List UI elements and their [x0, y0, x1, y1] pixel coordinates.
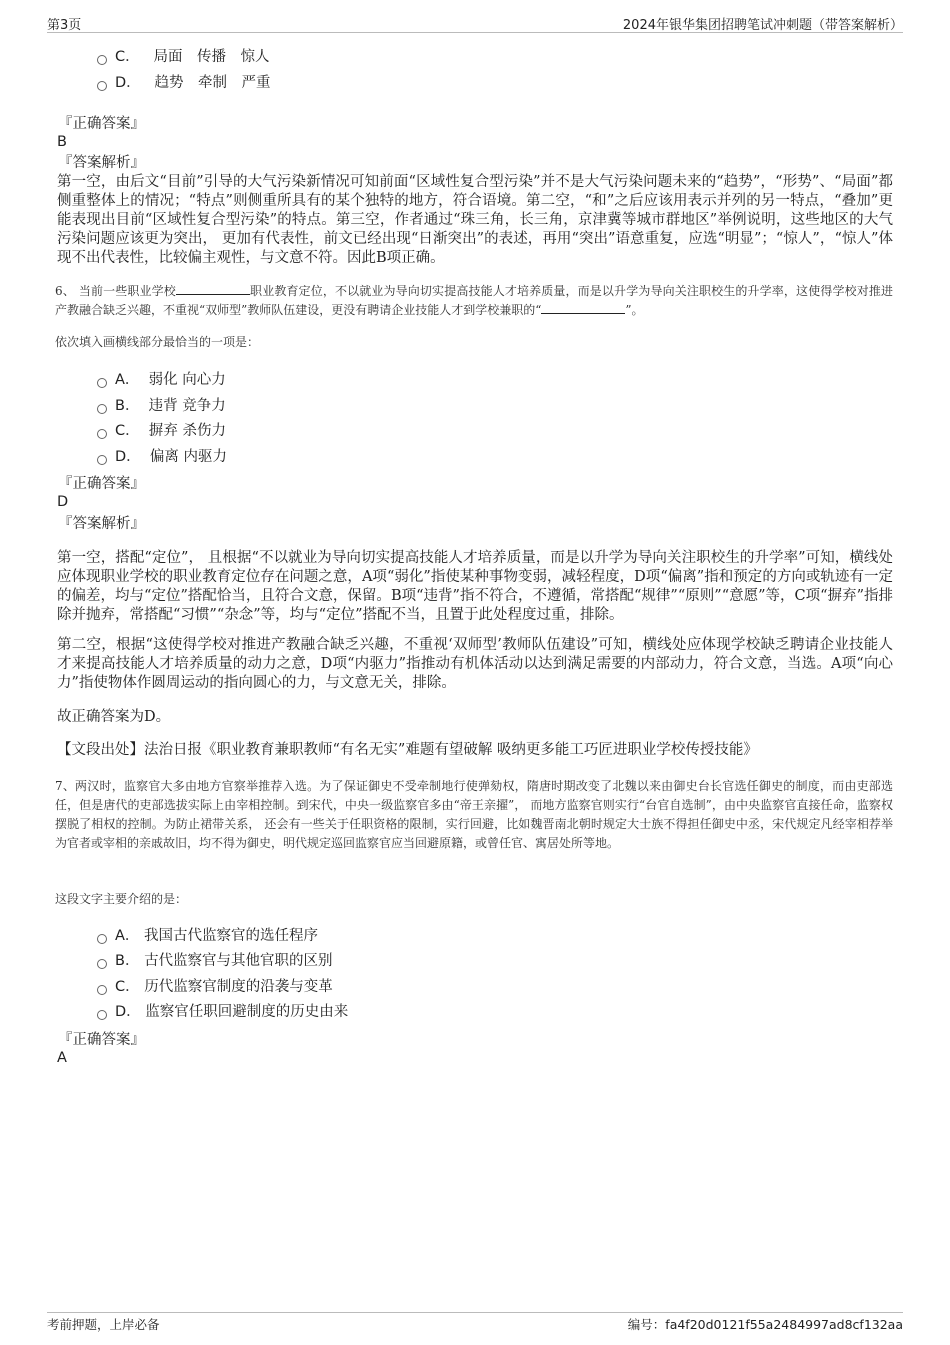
q5-analysis-label: 『答案解析』: [58, 155, 145, 171]
q6-analysis-label: 『答案解析』: [58, 516, 145, 532]
radio-icon[interactable]: [97, 985, 107, 995]
q5-answer-label: 『正确答案』: [58, 116, 145, 132]
q6-analysis-1: 第一空，搭配“定位”， 且根据“不以就业为导向切实提高技能人才培养质量，而是以升学为导向关注职校生的升学率”可知，横线处应体现职业学校的职业教育定位存在问题之意，A项“弱化”指使某种事物变弱，减轻程度，D项“偏离”指和预定的方向或轨迹有一定的偏差，均与“定位”搭配恰当，且符合文意，保留。B项“违背”指不符合，不遵循，常搭配“规律”“原则”“意愿”等，C项“摒弃”指排除并抛弃，常搭配“习惯”“杂念”等，均与“定位”搭配不当，且置于此处程度过重，排除。: [57, 550, 893, 623]
document-id: 编号：fa4f20d0121f55a2484997ad8cf132aa: [627, 1317, 903, 1332]
q7-prompt: 这段文字主要介绍的是：: [55, 892, 188, 906]
q6-option-b[interactable]: B． 违背 竞争力: [97, 396, 226, 416]
q5-analysis: 第一空，由后文“目前”引导的大气污染新情况可知前面“区域性复合型污染”并不是大气污染问题未来的“趋势”，“形势”、“局面”都侧重整体上的情况；“特点”则侧重所具有的某个独特的地方，符合语境。第二空，“和”之后应该用表示并列的另一特点，“叠加”更能表现出目前“区域性复合型污染”的特点。第三空，作者通过“珠三角，长三角，京津冀等城市群地区”举例说明，这些地区的大气污染问题应该更为突出， 更加有代表性，前文已经出现“日渐突出”的表述，再用“突出”语意重复，应选“明显”；“惊人”，“惊人”体现不出代表性，比较偏主观性，与文意不符。因此B项正确。: [57, 174, 893, 266]
q7-option-c[interactable]: C． 历代监察官制度的沿袭与变革: [97, 977, 333, 997]
q7-answer: A: [57, 1050, 67, 1066]
page-number: 第3页: [47, 18, 82, 33]
q5-answer: B: [57, 134, 67, 150]
q6-option-a[interactable]: A． 弱化 向心力: [97, 370, 226, 390]
q6-stem: 6、 当前一些职业学校 职业教育定位，不以就业为导向切实提高技能人才培养质量，而是以升学为导向关注职校生的升学率，这使得学校对推进产教融合缺乏兴趣，不重视“双师型”教师队伍建设，更没有聘请企业技能人才到学校兼职的“ ”。: [55, 284, 893, 317]
q6-analysis-2: 第二空，根据“这使得学校对推进产教融合缺乏兴趣，不重视‘双师型’教师队伍建设”可知，横线处应体现学校缺乏聘请企业技能人才来提高技能人才培养质量的动力之意，D项“内驱力”指推动有机体活动以达到满足需要的内部动力，符合文意，当选。A项“向心力”指使物体作圆周运动的指向圆心的力，与文意无关，排除。: [57, 637, 893, 691]
radio-icon[interactable]: [97, 429, 107, 439]
q6-prompt: 依次填入画横线部分最恰当的一项是：: [55, 335, 260, 349]
radio-icon[interactable]: [97, 81, 107, 91]
q6-conclusion: 故正确答案为D。: [57, 709, 171, 725]
blank-line: [176, 282, 250, 295]
radio-icon[interactable]: [97, 55, 107, 65]
page-footer: [47, 1312, 903, 1335]
q6-option-c[interactable]: C． 摒弃 杀伤力: [97, 421, 226, 441]
radio-icon[interactable]: [97, 934, 107, 944]
q7-option-b[interactable]: B． 古代监察官与其他官职的区别: [97, 951, 333, 971]
radio-icon[interactable]: [97, 404, 107, 414]
q6-answer: D: [57, 494, 69, 510]
q6-option-d[interactable]: D． 偏离 内驱力: [97, 447, 227, 467]
q5-option-c[interactable]: C． 局面 传播 惊人: [97, 47, 269, 67]
radio-icon[interactable]: [97, 455, 107, 465]
blank-line: [541, 301, 625, 314]
q6-answer-label: 『正确答案』: [58, 476, 145, 492]
q7-stem: 7、两汉时，监察官大多由地方官察举推荐入选。为了保证御史不受牵制地行使弹劾权，隋唐时期改变了北魏以来由御史台长官选任御史的制度，而由吏部选任，但是唐代的吏部选拔实际上由宰相控制。到宋代，中央一级监察官多由“帝王亲擢”， 而地方监察官则实行“台官自选制”，由中央监察官直接任命，监察权摆脱了相权的控制。为防止裙带关系， 还会有一些关于任职资格的限制，实行回避，比如魏晋南北朝时规定大士族不得担任御史中丞，宋代规定凡经宰相荐举为官者或宰相的亲戚故旧，均不得为御史，明代规定巡回监察官应当回避原籍，或曾任官、寓居处所等地。: [55, 779, 893, 850]
page-header: [47, 14, 903, 33]
q7-option-a[interactable]: A． 我国古代监察官的选任程序: [97, 926, 318, 946]
radio-icon[interactable]: [97, 959, 107, 969]
q7-option-d[interactable]: D． 监察官任职回避制度的历史由来: [97, 1002, 348, 1022]
q5-option-d[interactable]: D． 趋势 牵制 严重: [97, 73, 271, 93]
footer-slogan: 考前押题，上岸必备: [47, 1317, 160, 1332]
document-title: 2024年银华集团招聘笔试冲刺题（带答案解析）: [622, 18, 903, 33]
q7-answer-label: 『正确答案』: [58, 1032, 145, 1048]
radio-icon[interactable]: [97, 378, 107, 388]
q6-source: 【文段出处】法治日报《职业教育兼职教师“有名无实”难题有望破解 吸纳更多能工巧匠进职业学校传授技能》: [57, 742, 758, 758]
radio-icon[interactable]: [97, 1010, 107, 1020]
